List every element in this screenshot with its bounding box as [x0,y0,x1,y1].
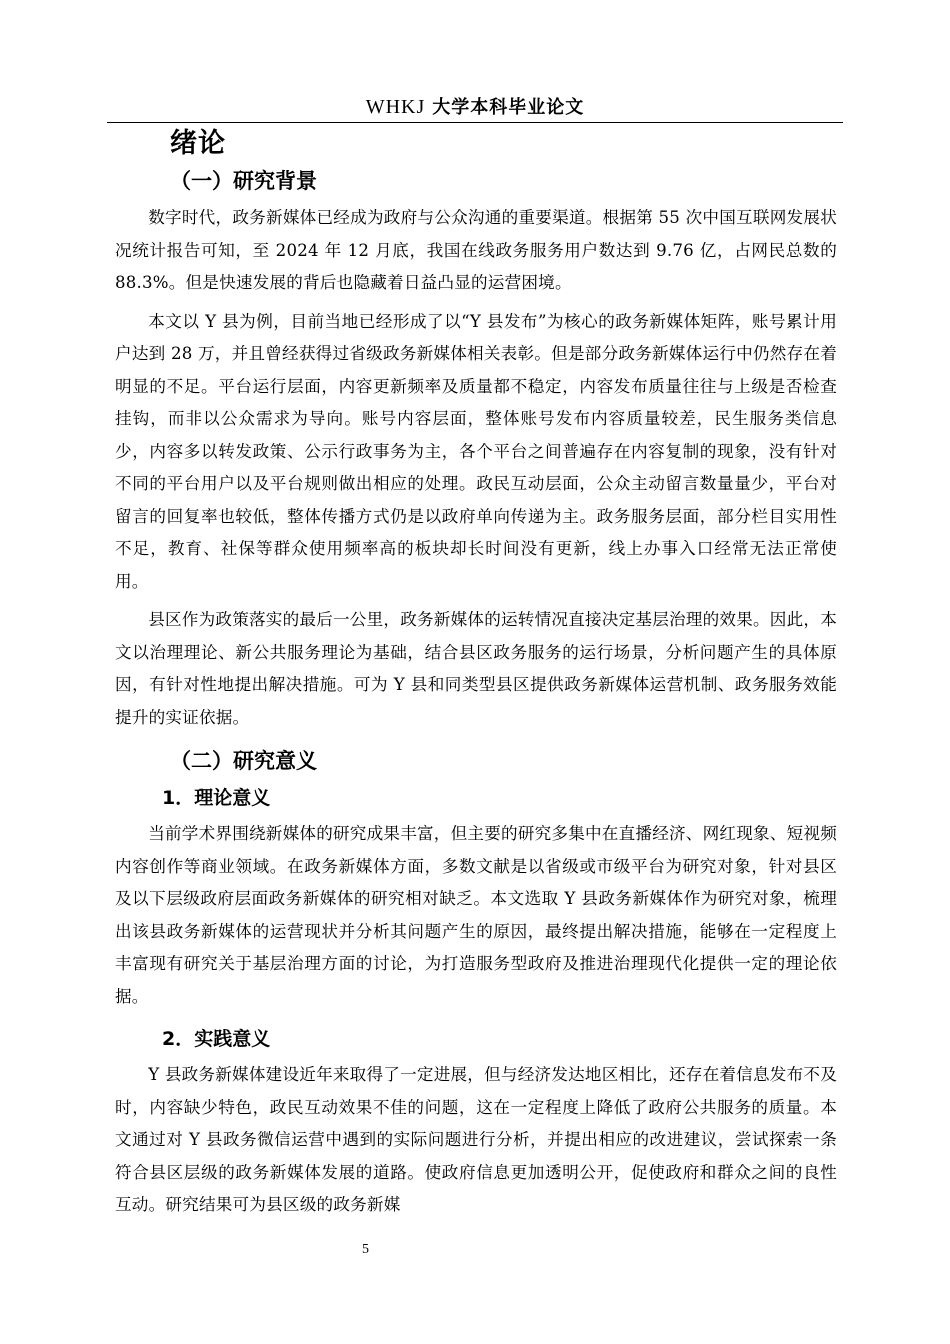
subsection-title-practice: 2．实践意义 [162,1028,271,1050]
paragraph: 当前学术界围绕新媒体的研究成果丰富，但主要的研究多集中在直播经济、网红现象、短视频内容创作等商业领域。在政务新媒体方面，多数文献是以省级或市级平台为研究对象，针对县区及以下层级政府层面政务新媒体的研究相对缺乏。本文选取 Y 县政务新媒体作为研究对象，梳理出该县政务新媒体的运营现状并分析其问题产生的原因，最终提出解决措施，能够在一定程度上丰富现有研究关于基层治理方面的讨论，为打造服务型政府及推进治理现代化提供一定的理论依据。 [115,824,837,1006]
running-header [107,94,843,121]
paragraph: Y 县政务新媒体建设近年来取得了一定进展，但与经济发达地区相比，还存在着信息发布不及时，内容缺少特色，政民互动效果不佳的问题，这在一定程度上降低了政府公共服务的质量。本文通过对 Y 县政务微信运营中遇到的实际问题进行分析，并提出相应的改进建议，尝试探索一条符合县区层级的政务新媒体发展的道路。使政府信息更加透明公开，促使政府和群众之间的良性互动。研究结果可为县区级的政务新媒 [115,1065,837,1214]
page-body [115,124,837,1222]
paragraph: 数字时代，政务新媒体已经成为政府与公众沟通的重要渠道。根据第 55 次中国互联网发展状况统计报告可知，至 2024 年 12 月底，我国在线政务服务用户数达到 9.76 亿，占网民总数的 88.3%。但是快速发展的背后也隐藏着日益凸显的运营困境。 [115,208,837,292]
section-title-background: （一）研究背景 [170,169,317,193]
subsection-title-theory: 1．理论意义 [162,787,271,809]
paragraph: 县区作为政策落实的最后一公里，政务新媒体的运转情况直接决定基层治理的效果。因此，本文以治理理论、新公共服务理论为基础，结合县区政务服务的运行场景，分析问题产生的具体原因，有针对性地提出解决措施。可为 Y 县和同类型县区提供政务新媒体运营机制、政务服务效能提升的实证依据。 [115,610,837,727]
header-divider [107,122,843,123]
paragraph: 本文以 Y 县为例，目前当地已经形成了以“Y 县发布”为核心的政务新媒体矩阵，账号累计用户达到 28 万，并且曾经获得过省级政务新媒体相关表彰。但是部分政务新媒体运行中仍然存在着明显的不足。平台运行层面，内容更新频率及质量都不稳定，内容发布质量往往与上级是否检查挂钩，而非以公众需求为导向。账号内容层面，整体账号发布内容质量较差，民生服务类信息少，内容多以转发政策、公示行政事务为主，各个平台之间普遍存在内容复制的现象，没有针对不同的平台用户以及平台规则做出相应的处理。政民互动层面，公众主动留言数量量少，平台对留言的回复率也较低，整体传播方式仍是以政府单向传递为主。政务服务层面，部分栏目实用性不足，教育、社保等群众使用频率高的板块却长时间没有更新，线上办事入口经常无法正常使用。 [115,311,837,591]
section-spacer [115,1013,837,1023]
header-university-code: WHKJ [365,96,426,118]
page-number: 5 [362,1242,369,1257]
section-spacer [115,734,837,744]
chapter-title: 绪论 [170,128,226,159]
header-thesis-label: 大学本科毕业论文 [432,97,585,118]
section-title-significance: （二）研究意义 [170,749,317,773]
